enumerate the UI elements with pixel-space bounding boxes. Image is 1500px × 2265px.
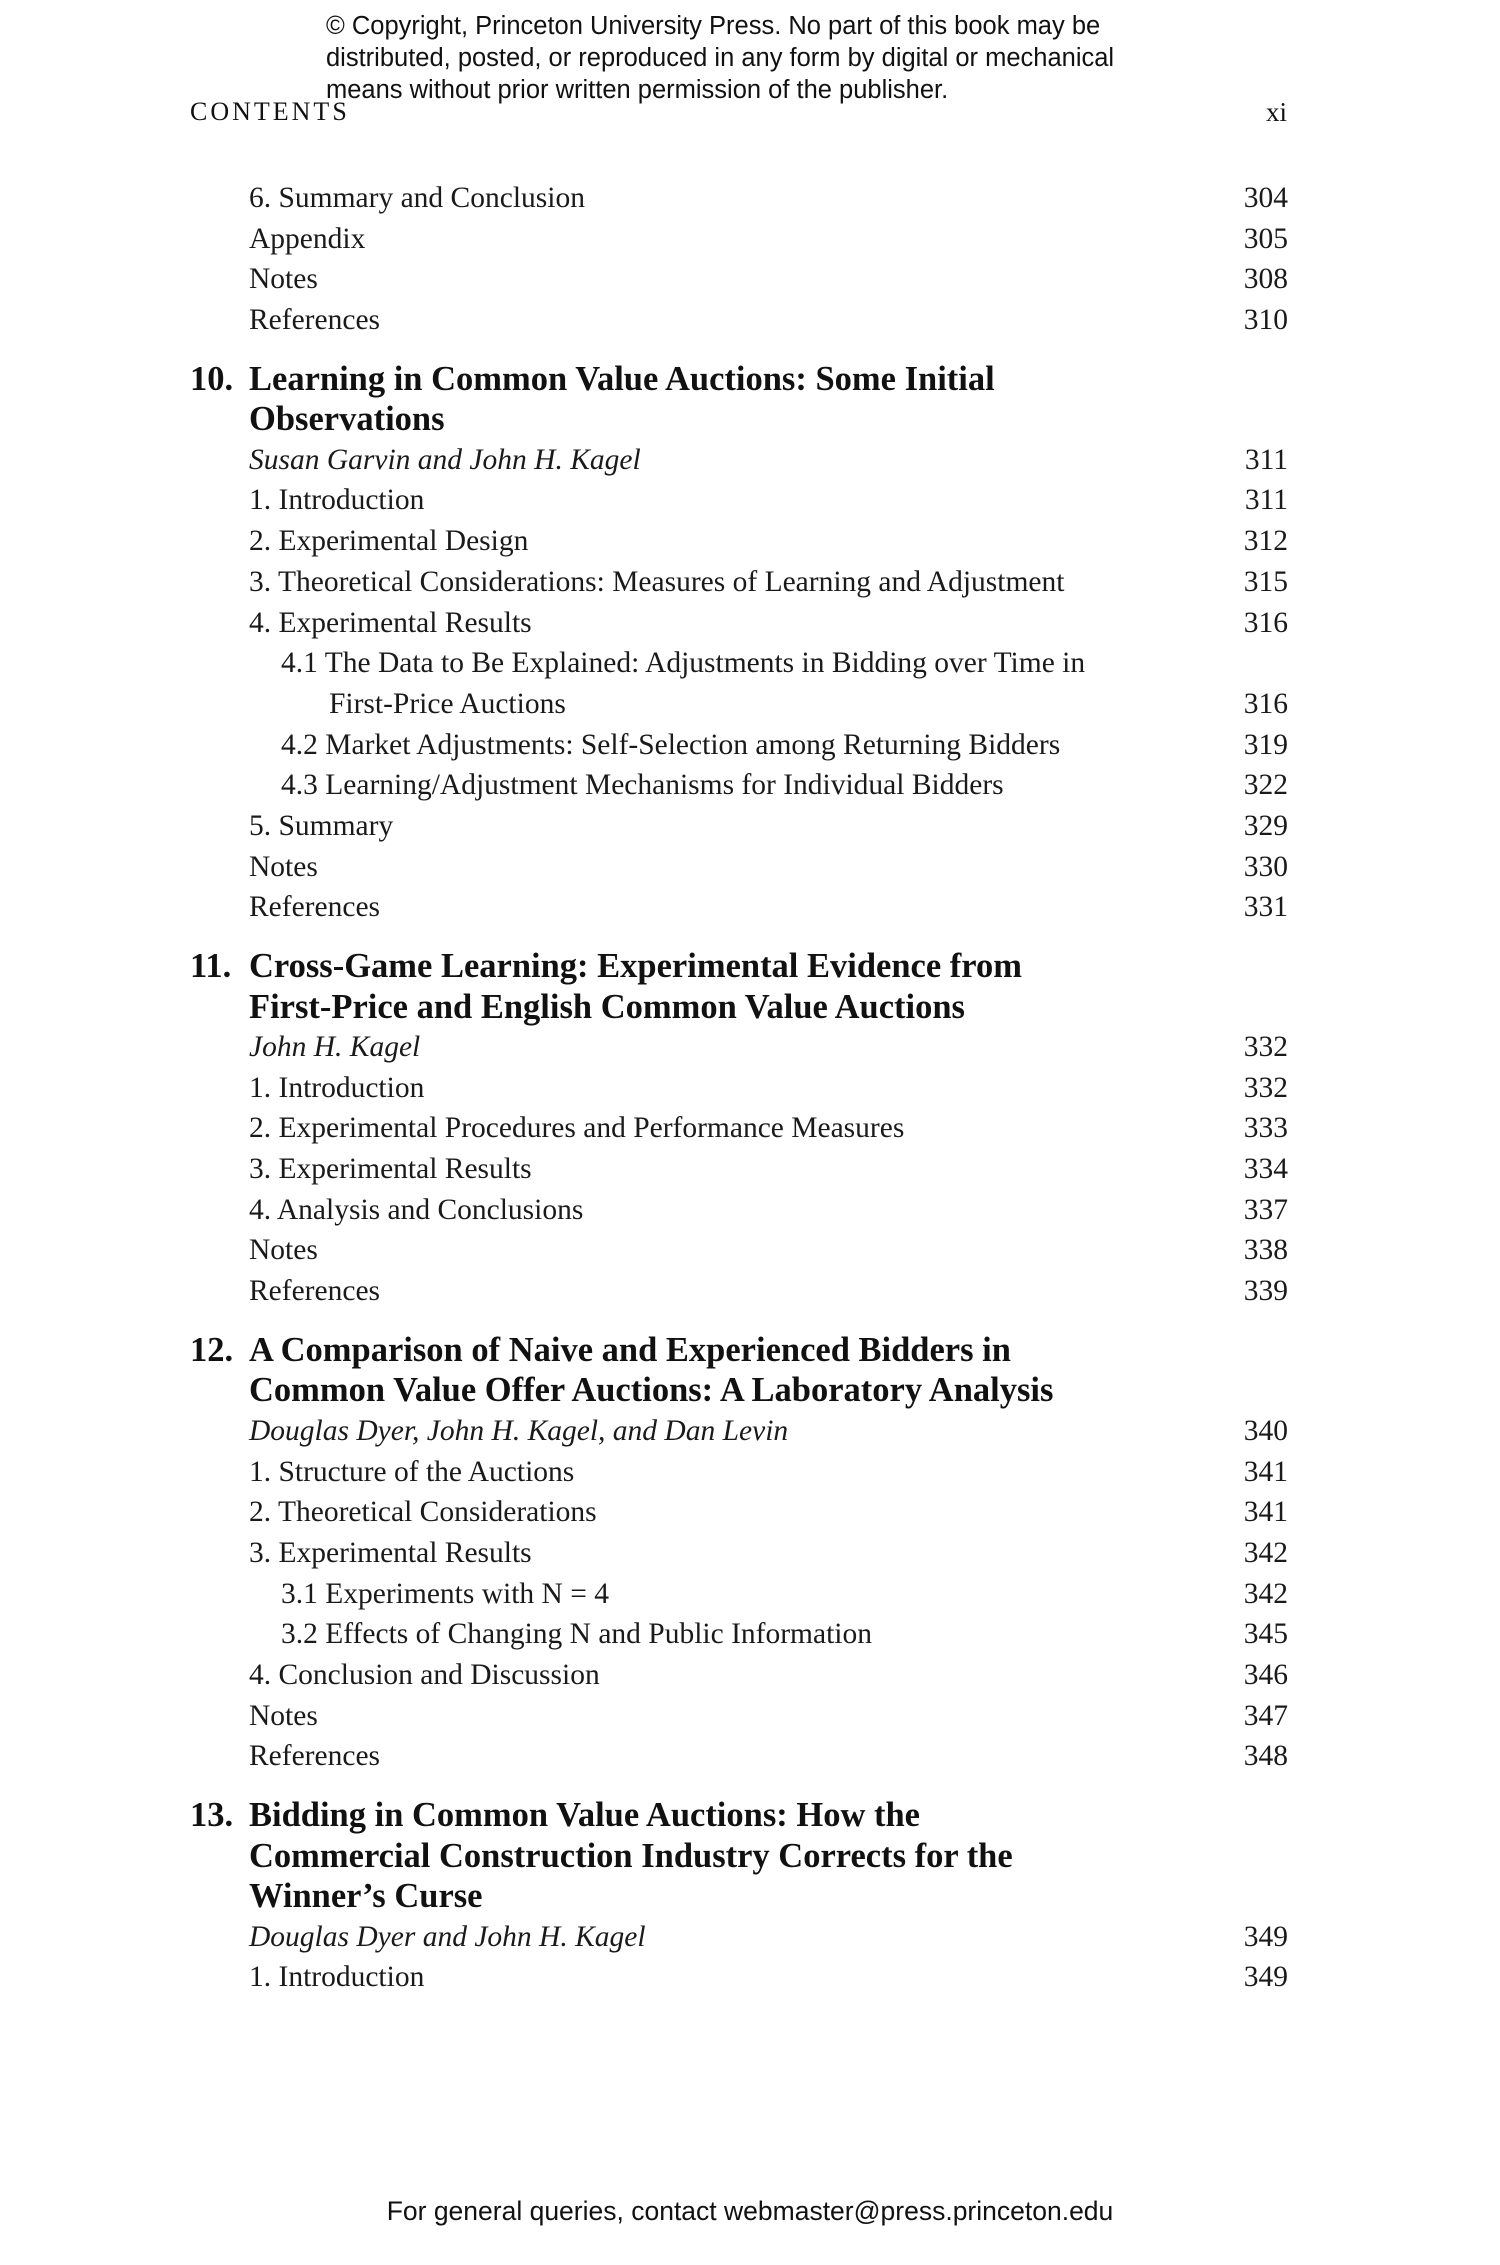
toc-entry xyxy=(190,1149,1288,1190)
chapter-author xyxy=(190,1411,1288,1452)
chapter-10 xyxy=(190,359,1288,928)
chapter-12 xyxy=(190,1330,1288,1777)
entry-label: 2. Experimental Design xyxy=(249,525,529,558)
toc-entry xyxy=(190,1230,1288,1271)
entry-label: Notes xyxy=(249,1234,318,1267)
entry-label: 4. Conclusion and Discussion xyxy=(249,1658,600,1691)
entry-label: 4.2 Market Adjustments: Self-Selection among Returning Bidders xyxy=(281,728,1061,761)
chapter-title-line: Common Value Offer Auctions: A Laboratory Analysis xyxy=(249,1371,1054,1410)
chapter-author xyxy=(190,1917,1288,1958)
toc-entry xyxy=(190,1492,1288,1533)
chapter-title xyxy=(249,359,1288,440)
table-of-contents xyxy=(190,178,1288,1998)
entry-label: 5. Summary xyxy=(249,809,394,842)
toc-entry xyxy=(190,219,1288,260)
toc-subentry xyxy=(190,643,1288,684)
running-head: CONTENTS xyxy=(190,97,350,126)
entry-label: Notes xyxy=(249,850,318,883)
entry-label: 2. Experimental Procedures and Performance Measures xyxy=(249,1112,905,1145)
chapter-13 xyxy=(190,1795,1288,1998)
chapter-number: 12. xyxy=(190,1330,234,1369)
entry-page: 316 xyxy=(1243,606,1288,639)
chapter-11 xyxy=(190,946,1288,1312)
entry-page: 316 xyxy=(1243,687,1288,720)
chapter-heading xyxy=(190,1795,1288,1917)
entry-label: Appendix xyxy=(249,222,366,255)
toc-entry xyxy=(190,1452,1288,1493)
entry-label: 1. Structure of the Auctions xyxy=(249,1455,575,1488)
toc-subentry xyxy=(190,765,1288,806)
chapter-heading xyxy=(190,1330,1288,1411)
entry-page: 341 xyxy=(1243,1455,1288,1488)
entry-page: 349 xyxy=(1243,1920,1288,1953)
chapter-author xyxy=(190,440,1288,481)
entry-label: 3.2 Effects of Changing N and Public Information xyxy=(281,1618,872,1651)
entry-label: Notes xyxy=(249,263,318,296)
chapter-number: 11. xyxy=(190,947,232,985)
toc-entry xyxy=(190,1957,1288,1998)
entry-label: 4.1 The Data to Be Explained: Adjustments in Bidding over Time in xyxy=(281,647,1086,680)
toc-entry xyxy=(190,178,1288,219)
chapter-title xyxy=(249,946,1288,1027)
entry-page: 338 xyxy=(1243,1234,1288,1267)
entry-page: 332 xyxy=(1243,1031,1288,1063)
author-names: Douglas Dyer, John H. Kagel, and Dan Levin xyxy=(249,1414,789,1447)
toc-entry xyxy=(190,1190,1288,1231)
entry-page: 312 xyxy=(1243,525,1288,558)
chapter-title-line: A Comparison of Naive and Experienced Bidders in xyxy=(249,1330,1011,1369)
entry-label: References xyxy=(249,1275,381,1308)
entry-label: Notes xyxy=(249,1699,318,1732)
toc-entry xyxy=(190,1533,1288,1574)
author-names: Douglas Dyer and John H. Kagel xyxy=(249,1920,646,1953)
entry-page: 311 xyxy=(1244,443,1288,476)
entry-page: 341 xyxy=(1243,1496,1288,1529)
entry-page: 319 xyxy=(1243,728,1288,761)
entry-page: 332 xyxy=(1243,1071,1288,1104)
entry-label: 4. Experimental Results xyxy=(249,606,532,639)
entry-page: 331 xyxy=(1243,891,1288,924)
toc-subentry xyxy=(190,725,1288,766)
chapter-title-line: Learning in Common Value Auctions: Some Initial xyxy=(249,359,995,398)
author-names: John H. Kagel xyxy=(249,1031,421,1063)
entry-label: 3. Experimental Results xyxy=(249,1153,532,1186)
entry-page: 337 xyxy=(1243,1193,1288,1226)
entry-page: 342 xyxy=(1243,1577,1288,1610)
entry-page: 315 xyxy=(1243,565,1288,598)
entry-page: 305 xyxy=(1243,222,1288,255)
entry-page: 348 xyxy=(1243,1740,1288,1773)
toc-entry xyxy=(190,521,1288,562)
chapter-number: 13. xyxy=(190,1796,234,1834)
toc-entry xyxy=(190,887,1288,928)
chapter-title-line: First-Price and English Common Value Auctions xyxy=(249,987,965,1026)
entry-page: 345 xyxy=(1243,1618,1288,1651)
toc-entry xyxy=(190,259,1288,300)
entry-page: 346 xyxy=(1243,1658,1288,1691)
copyright-notice: © Copyright, Princeton University Press. No part of this book may be distributed, posted, or reproduced in any form by digital or mechanical means without prior written permission of the publisher. xyxy=(326,12,1115,104)
entry-page: 311 xyxy=(1244,484,1288,517)
toc-entry xyxy=(190,847,1288,888)
toc-entry xyxy=(190,806,1288,847)
entry-label: References xyxy=(249,891,381,924)
entry-page: 310 xyxy=(1243,304,1288,337)
author-names: Susan Garvin and John H. Kagel xyxy=(249,443,641,476)
chapter-title-line: Bidding in Common Value Auctions: How the xyxy=(249,1796,920,1834)
entry-page: 339 xyxy=(1243,1275,1288,1308)
toc-entry xyxy=(190,562,1288,603)
entry-label: 1. Introduction xyxy=(249,1071,425,1104)
entry-page: 322 xyxy=(1243,769,1288,802)
entry-label: 4. Analysis and Conclusions xyxy=(249,1193,584,1226)
chapter-title-line: Winner’s Curse xyxy=(249,1877,483,1915)
chapter-heading xyxy=(190,359,1288,440)
entry-label: 4.3 Learning/Adjustment Mechanisms for Individual Bidders xyxy=(281,769,1004,802)
entry-label: 1. Introduction xyxy=(249,484,425,517)
entry-label: 3. Experimental Results xyxy=(249,1536,532,1569)
chapter-title xyxy=(249,1330,1288,1411)
entry-page: 347 xyxy=(1243,1699,1288,1732)
toc-entry xyxy=(190,603,1288,644)
chapter-author xyxy=(190,1027,1288,1068)
entry-page: 329 xyxy=(1243,809,1288,842)
toc-entry xyxy=(190,1736,1288,1777)
chapter-title-line: Cross-Game Learning: Experimental Evidence from xyxy=(249,947,1022,985)
entry-page: 304 xyxy=(1243,182,1288,214)
entry-page: 334 xyxy=(1243,1153,1288,1186)
toc-subentry xyxy=(190,1574,1288,1615)
entry-label: 2. Theoretical Considerations xyxy=(249,1496,597,1529)
entry-label: References xyxy=(249,304,381,337)
toc-entry xyxy=(190,1068,1288,1109)
toc-subentry-continuation xyxy=(190,684,1288,725)
chapter-title-line: Observations xyxy=(249,400,445,439)
toc-entry xyxy=(190,1696,1288,1737)
entry-page: 308 xyxy=(1243,263,1288,296)
chapter-heading xyxy=(190,946,1288,1027)
toc-subentry xyxy=(190,1614,1288,1655)
toc-entry xyxy=(190,1655,1288,1696)
entry-label: References xyxy=(249,1740,381,1773)
page-number: xi xyxy=(1265,97,1287,127)
chapter-title xyxy=(249,1795,1288,1917)
entry-page: 333 xyxy=(1243,1112,1288,1145)
entry-page: 349 xyxy=(1243,1961,1288,1994)
chapter-title-line: Commercial Construction Industry Corrects for the xyxy=(249,1836,1013,1875)
chapter-9-tail xyxy=(190,178,1288,341)
entry-label: 6. Summary and Conclusion xyxy=(249,182,585,214)
entry-label: First-Price Auctions xyxy=(329,687,566,720)
toc-entry xyxy=(190,300,1288,341)
entry-label: 1. Introduction xyxy=(249,1961,425,1994)
entry-page: 340 xyxy=(1243,1414,1288,1447)
entry-label: 3. Theoretical Considerations: Measures of Learning and Adjustment xyxy=(249,565,1065,598)
footer-contact: For general queries, contact webmaster@press.princeton.edu xyxy=(386,2196,1114,2226)
entry-page: 342 xyxy=(1243,1536,1288,1569)
toc-entry xyxy=(190,1108,1288,1149)
entry-page: 330 xyxy=(1243,850,1288,883)
chapter-number: 10. xyxy=(190,359,234,398)
toc-entry xyxy=(190,480,1288,521)
entry-label: 3.1 Experiments with N = 4 xyxy=(281,1577,609,1610)
toc-entry xyxy=(190,1271,1288,1312)
